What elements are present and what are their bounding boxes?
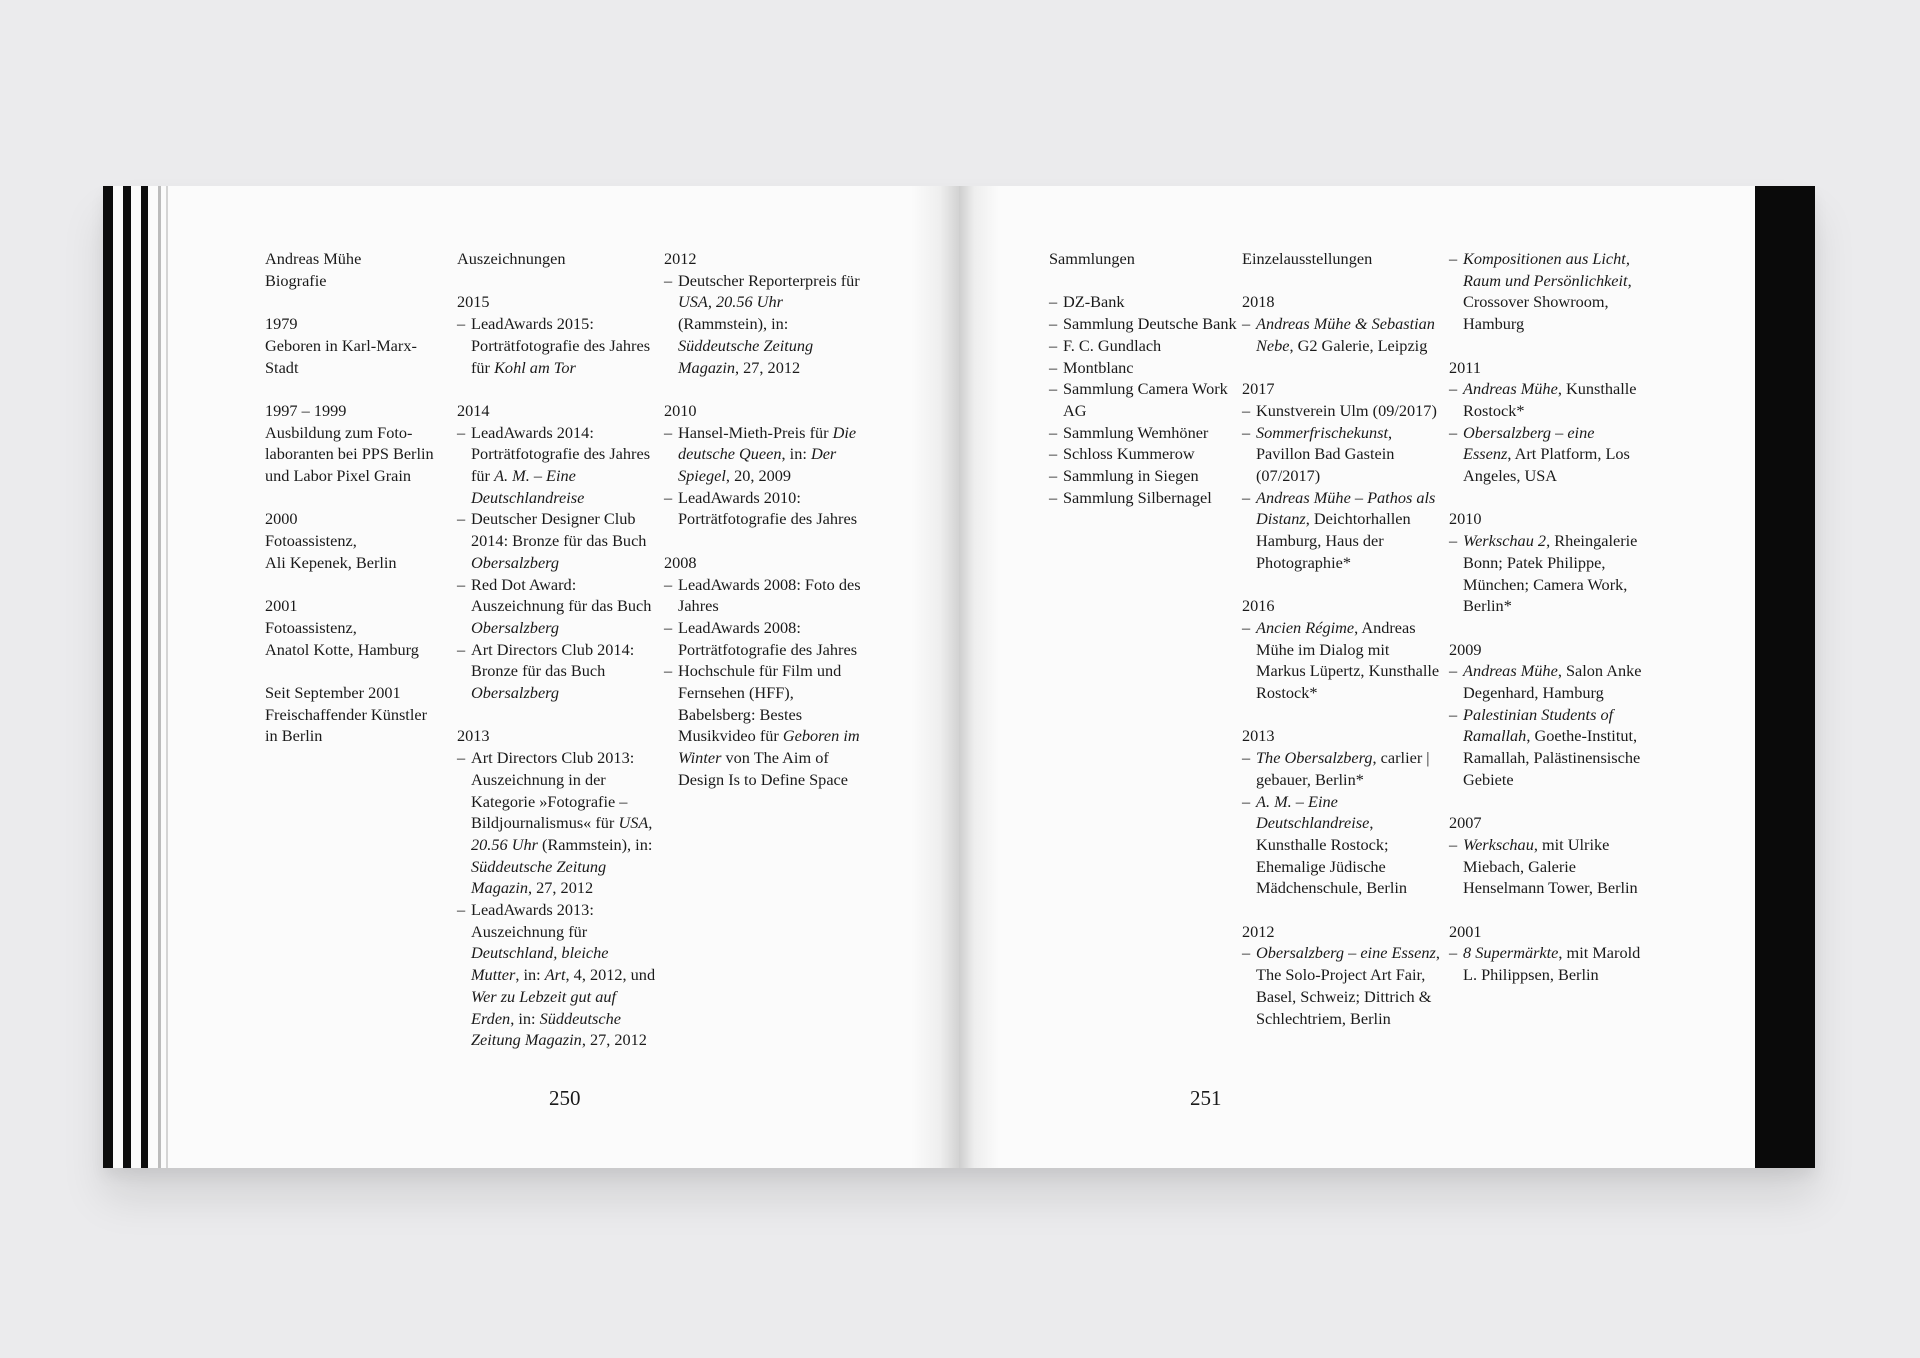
exhibition-year: 2009 [1449, 639, 1482, 659]
exhibition-entry: – Werkschau 2, Rheingalerie Bonn; Patek Philippe, München; Camera Work, Berlin* [1449, 531, 1638, 616]
exhibition-entry: – Kunstverein Ulm (09/2017) [1242, 400, 1437, 420]
solo-exhibitions-column-1 [1242, 248, 1442, 1051]
award-entry: – LeadAwards 2015: Porträtfotografie des Jahres für Kohl am Tor [457, 314, 651, 377]
exhibition-entry: – Sommerfrischekunst, Pavillon Bad Gastein (07/2017) [1242, 422, 1395, 485]
bio-text: Ausbildung zum Foto- [265, 422, 413, 442]
bio-text: laboranten bei PPS Berlin [265, 444, 434, 464]
exhibition-entry: – A. M. – Eine Deutschlandreise, Kunsthalle Rostock; Ehemalige Jüdische Mädchenschule, Berlin [1242, 791, 1408, 898]
exhibition-entry: – Obersalzberg – eine Essenz, Art Platform, Los Angeles, USA [1449, 422, 1630, 486]
bio-text: Freischaffender Künstler [265, 704, 428, 724]
exhibition-entry: – Andreas Mühe, Kunsthalle Rostock* [1449, 379, 1637, 420]
bio-text: Geboren in Karl-Marx- [265, 335, 417, 355]
edge-block [1755, 186, 1815, 1168]
exhibition-entry: – Andreas Mühe – Pathos als Distanz, Deichtorhallen Hamburg, Haus der Photographie* [1242, 487, 1436, 572]
award-entry: – Red Dot Award: Auszeichnung für das Buch Obersalzberg [457, 574, 652, 637]
page-number: 250 [549, 1086, 581, 1110]
exhibition-year: 2001 [1449, 921, 1482, 941]
edge-stripe [123, 186, 131, 1168]
awards-column-1 [457, 248, 657, 1073]
award-year: 2013 [457, 726, 490, 746]
award-entry: – Hochschule für Film und Fernsehen (HFF), Babelsberg: Bestes Musikvideo für Geboren im Winter von The Aim of Design Is to Define Space [664, 661, 860, 789]
solo-exhibitions-column-2 [1449, 248, 1645, 1008]
award-entry: – Hansel-Mieth-Preis für Die deutsche Queen, in: Der Spiegel, 20, 2009 [664, 422, 857, 486]
bio-text: Fotoassistenz, [265, 617, 357, 637]
exhibition-year: 2010 [1449, 509, 1482, 529]
exhibition-entry: – Obersalzberg – eine Essenz, The Solo-Project Art Fair, Basel, Schweiz; Dittrich & Schlechtriem, Berlin [1242, 943, 1440, 1028]
solo-heading: Einzelausstellungen [1242, 249, 1373, 268]
exhibition-entry: – Andreas Mühe & Sebastian Nebe, G2 Galerie, Leipzig [1242, 314, 1435, 355]
edge-stripe [166, 186, 168, 1168]
exhibition-entry: – Ancien Régime, Andreas Mühe im Dialog mit Markus Lüpertz, Kunsthalle Rostock* [1242, 617, 1440, 703]
award-year: 2012 [664, 249, 697, 268]
bio-text: Fotoassistenz, [265, 531, 357, 551]
exhibition-entry: – The Obersalzberg, carlier | gebauer, Berlin* [1242, 748, 1430, 789]
exhibition-entry: – Andreas Mühe, Salon Anke Degenhard, Hamburg [1449, 661, 1642, 703]
award-entry: – LeadAwards 2010: Porträtfotografie des Jahres [664, 487, 858, 529]
exhibition-entry: – 8 Supermärkte, mit Marold L. Philippsen, Berlin [1449, 943, 1641, 985]
bio-year: 1997 – 1999 [265, 400, 347, 420]
bio-column [265, 248, 465, 769]
collection-item: – Sammlung Silbernagel [1049, 487, 1212, 507]
award-entry: – LeadAwards 2014: Porträtfotografie des Jahres für A. M. – Eine Deutschlandreise [457, 422, 651, 507]
collection-item: – Sammlung in Siegen [1049, 466, 1199, 486]
bio-text: Ali Kepenek, Berlin [265, 552, 397, 572]
collection-item: – DZ-Bank [1049, 292, 1125, 312]
collection-item: – Montblanc [1049, 357, 1134, 377]
bio-text: und Labor Pixel Grain [265, 466, 412, 485]
author-name: Andreas Mühe [265, 249, 362, 268]
page-251 [959, 186, 1815, 1168]
page-number: 251 [1190, 1086, 1222, 1110]
exhibition-year: 2011 [1449, 357, 1481, 377]
exhibition-year: 2012 [1242, 921, 1275, 941]
award-entry: – LeadAwards 2013: Auszeichnung für Deutschland, bleiche Mutter, in: Art, 4, 2012, und Wer zu Lebzeit gut auf Erden, in: Süddeutsche Zeitung Magazin, 27, 2012 [457, 900, 656, 1050]
exhibition-year: 2018 [1242, 292, 1275, 312]
exhibition-entry: – Palestinian Students of Ramallah, Goethe-Institut, Ramallah, Palästinensische Gebiete [1449, 704, 1641, 789]
exhibition-year: 2017 [1242, 379, 1275, 399]
award-entry: – Art Directors Club 2013: Auszeichnung in der Kategorie »Fotografie – Bildjournalismus« für USA, 20.56 Uhr (Rammstein), in: Süddeutsche Zeitung Magazin, 27, 2012 [457, 748, 653, 898]
bio-year: 1979 [265, 314, 298, 334]
collection-item: – Schloss Kummerow [1049, 444, 1195, 464]
edge-stripe [141, 186, 148, 1168]
exhibition-year: 2013 [1242, 726, 1275, 746]
award-entry: – Art Directors Club 2014: Bronze für das Buch Obersalzberg [457, 639, 635, 703]
bio-heading: Biografie [265, 270, 327, 290]
award-entry: – LeadAwards 2008: Porträtfotografie des Jahres [664, 617, 858, 659]
exhibition-year: 2016 [1242, 596, 1275, 616]
gutter-shadow [959, 186, 999, 1168]
edge-stripe [158, 186, 161, 1168]
bio-year: 2001 [265, 596, 298, 616]
collection-item: – F. C. Gundlach [1049, 335, 1162, 355]
exhibition-year: 2007 [1449, 813, 1482, 833]
award-year: 2010 [664, 400, 697, 420]
bio-year: Seit September 2001 [265, 682, 401, 702]
page-250 [103, 186, 959, 1168]
exhibition-entry: – Kompositionen aus Licht, Raum und Persönlichkeit, Crossover Showroom, Hamburg [1449, 249, 1632, 334]
collection-item: – Sammlung Deutsche Bank [1049, 314, 1237, 334]
bio-text: in Berlin [265, 726, 323, 746]
book-spread [103, 186, 1815, 1168]
collections-column [1049, 248, 1239, 530]
edge-stripe [103, 186, 113, 1168]
awards-column-2 [664, 248, 864, 812]
award-year: 2015 [457, 292, 490, 312]
bio-text: Anatol Kotte, Hamburg [265, 639, 419, 659]
award-entry: – LeadAwards 2008: Foto des Jahres [664, 574, 861, 616]
collections-heading: Sammlungen [1049, 249, 1135, 268]
exhibition-entry: – Werkschau, mit Ulrike Miebach, Galerie Henselmann Tower, Berlin [1449, 834, 1638, 898]
award-entry: – Deutscher Reporterpreis für USA, 20.56 Uhr (Rammstein), in: Süddeutsche Zeitung Magazin, 27, 2012 [664, 270, 860, 377]
award-year: 2008 [664, 552, 697, 572]
awards-heading: Auszeichnungen [457, 249, 566, 268]
collection-item: – Sammlung Camera Work AG [1049, 379, 1228, 420]
bio-text: Stadt [265, 357, 299, 377]
bio-year: 2000 [265, 509, 298, 529]
collection-item: – Sammlung Wemhöner [1049, 422, 1209, 442]
award-year: 2014 [457, 400, 490, 420]
award-entry: – Deutscher Designer Club 2014: Bronze für das Buch Obersalzberg [457, 509, 647, 572]
gutter-shadow [911, 186, 959, 1168]
